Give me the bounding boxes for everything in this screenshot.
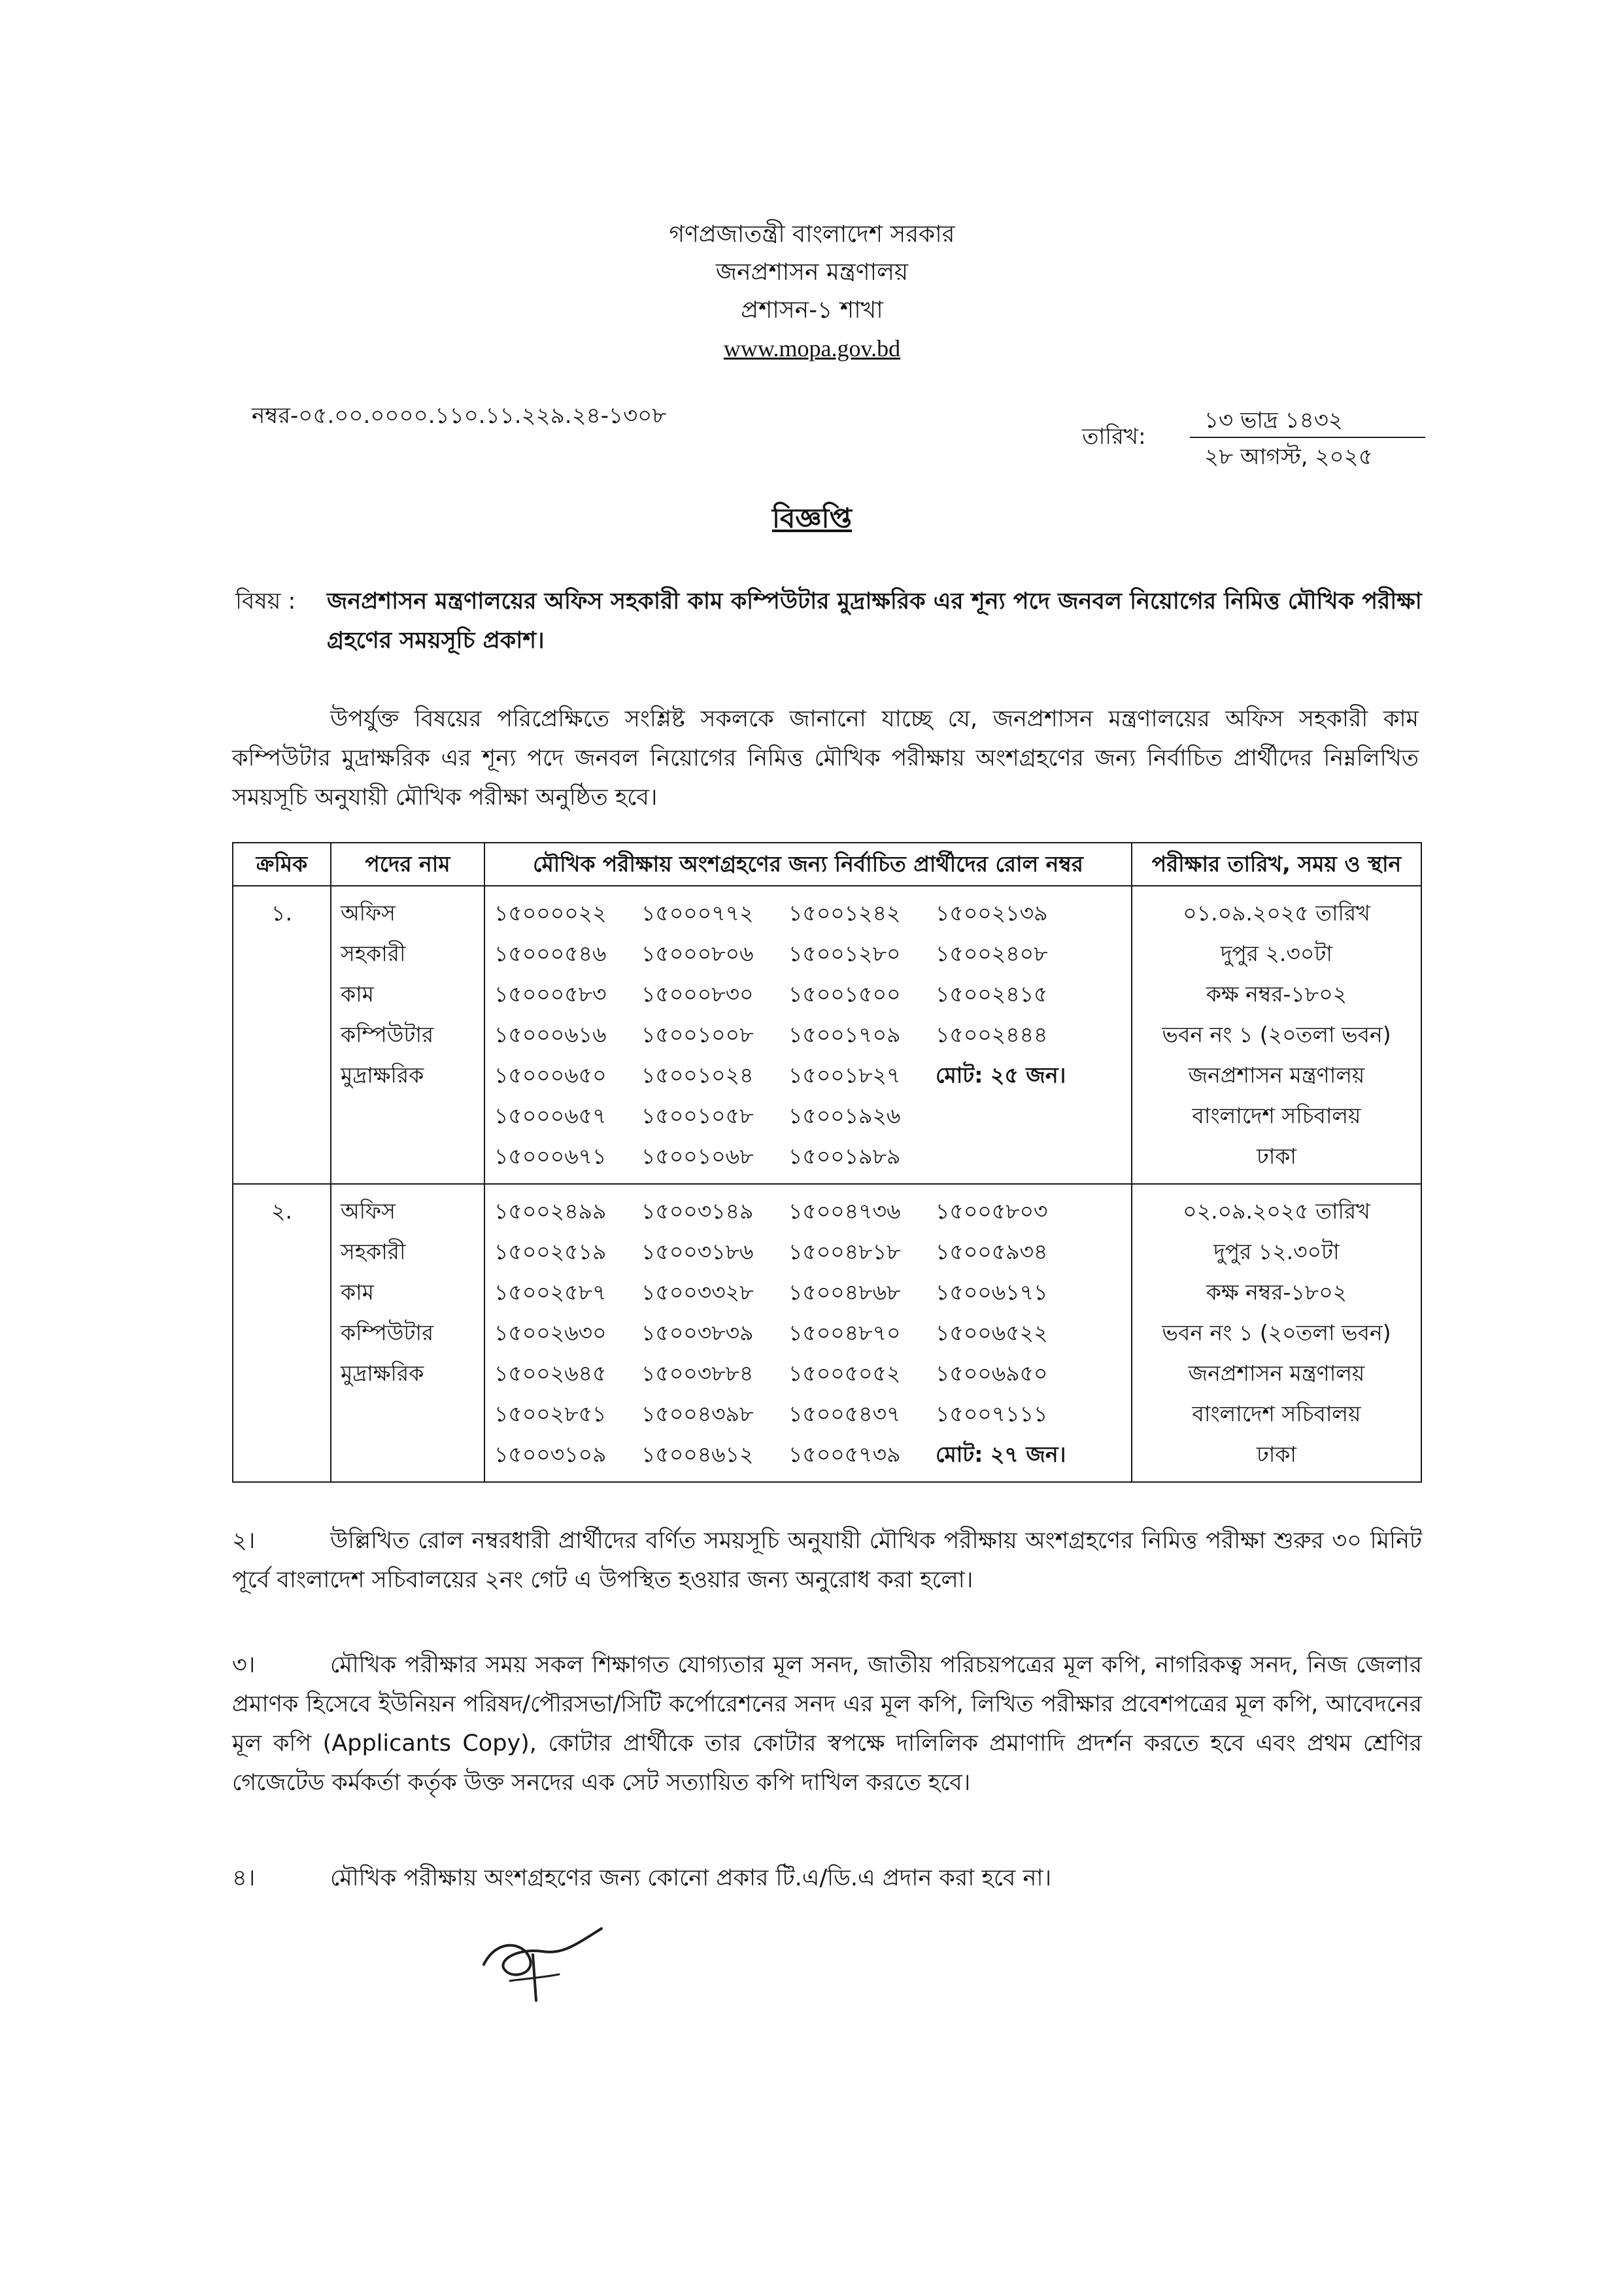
header-ministry: জনপ্রশাসন মন্ত্রণালয়: [715, 259, 909, 286]
roll-number: ১৫০০৩১৪৯: [641, 1198, 754, 1224]
schedule-line: জনপ্রশাসন মন্ত্রণালয়: [1188, 1062, 1365, 1088]
roll-number: ১৫০০১০৫৮: [641, 1103, 754, 1128]
serial-cell: ২.: [233, 1184, 331, 1482]
serial-cell: ১.: [233, 886, 331, 1184]
post-name-cell: [331, 886, 484, 1184]
total-count: মোট: ২৫ জন।: [936, 1062, 1066, 1088]
header-branch: প্রশাসন-১ শাখা: [741, 297, 883, 324]
roll-number: ১৫০০৪৮১৮: [788, 1239, 901, 1264]
date-label: তারিখ:: [1082, 424, 1146, 450]
header-serial: ক্রমিক: [233, 843, 331, 886]
table-row: [233, 1184, 1421, 1482]
date-english: ২৮ আগস্ট, ২০২৫: [1204, 444, 1373, 470]
roll-number: ১৫০০৫৪৩৭: [788, 1401, 901, 1426]
roll-number: ১৫০০০৬৫০: [494, 1062, 607, 1088]
roll-number: ১৫০০১৯৮৯: [788, 1143, 901, 1169]
roll-number: ১৫০০৫৭৩৯: [788, 1442, 901, 1467]
paragraph-number: ৪।: [232, 1865, 256, 1891]
schedule-line: ভবন নং ১ (২০তলা ভবন): [1162, 1022, 1391, 1047]
header-rolls: মৌখিক পরীক্ষায় অংশগ্রহণের জন্য নির্বাচিত প্রার্থীদের রোল নম্বর: [484, 843, 1132, 886]
roll-number: ১৫০০০৫৪৬: [494, 941, 607, 966]
roll-number: ১৫০০৬১৭১: [936, 1279, 1048, 1305]
roll-number: ১৫০০৩৩২৮: [641, 1279, 754, 1305]
total-count: মোট: ২৭ জন।: [936, 1442, 1066, 1467]
post-name-line: অফিস: [341, 900, 396, 926]
paragraph-2: [232, 1521, 1422, 1600]
post-name-line: অফিস: [341, 1198, 396, 1224]
paragraph-number: ২।: [232, 1528, 256, 1554]
roll-number: ১৫০০০৭৭২: [641, 900, 754, 926]
notice-title: বিজ্ঞপ্তি: [771, 502, 853, 534]
header-government: গণপ্রজাতন্ত্রী বাংলাদেশ সরকার: [669, 221, 955, 248]
roll-number: ১৫০০১৫০০: [788, 981, 901, 1007]
schedule-line: দুপুর ২.৩০টা: [1221, 941, 1332, 966]
roll-number: ১৫০০০৮০৬: [641, 941, 754, 966]
roll-number: ১৫০০১০৬৮: [641, 1143, 754, 1169]
roll-number: ১৫০০৪৩৯৮: [641, 1401, 754, 1426]
roll-number: ১৫০০০৬৫৭: [494, 1103, 607, 1128]
roll-number: ১৫০০২৫৮৭: [494, 1279, 607, 1305]
date-bangla: ১৩ ভাদ্র ১৪৩২: [1190, 404, 1425, 438]
signature-mark: [471, 1919, 615, 2004]
schedule-line: জনপ্রশাসন মন্ত্রণালয়: [1188, 1360, 1365, 1386]
schedule-line: বাংলাদেশ সচিবালয়: [1192, 1103, 1361, 1128]
roll-number: ১৫০০১২৪২: [788, 900, 901, 926]
government-header: [0, 216, 1624, 367]
roll-number: ১৫০০২৬৪৫: [494, 1360, 607, 1386]
subject-label: বিষয় :: [235, 588, 296, 615]
roll-number: ১৫০০১০২৪: [641, 1062, 754, 1088]
roll-number: ১৫০০২৪৯৯: [494, 1198, 607, 1224]
roll-number: ১৫০০৩৮৩৯: [641, 1320, 754, 1345]
post-name-line: কম্পিউটার: [341, 1320, 434, 1345]
exam-schedule-cell: [1132, 886, 1421, 1184]
header-website-link[interactable]: www.mopa.gov.bd: [723, 335, 901, 362]
paragraph-3: [232, 1645, 1422, 1802]
schedule-line: ঢাকা: [1257, 1442, 1296, 1467]
schedule-line: ০২.০৯.২০২৫ তারিখ: [1183, 1198, 1370, 1224]
roll-number: ১৫০০০৫৮৩: [494, 981, 607, 1007]
roll-number: ১৫০০০৮৩০: [641, 981, 754, 1007]
paragraph-number: ৩।: [232, 1652, 256, 1678]
intro-paragraph: উপর্যুক্ত বিষয়ের পরিপ্রেক্ষিতে সংশ্লিষ্ট সকলকে জানানো যাচ্ছে যে, জনপ্রশাসন মন্ত্রণালয়ের অফিস সহকারী কাম কম্পিউটার মুদ্রাক্ষরিক এর শূন্য পদে জনবল নিয়োগের নিমিত্ত মৌখিক পরীক্ষায় অংশগ্রহণের জন্য নির্বাচিত প্রার্থীদের নিম্নলিখিত সময়সূচি অনুযায়ী মৌখিক পরীক্ষা অনুষ্ঠিত হবে।: [232, 706, 1419, 811]
roll-number-grid: [494, 893, 1122, 1177]
subject-text: জনপ্রশাসন মন্ত্রণালয়ের অফিস সহকারী কাম কম্পিউটার মুদ্রাক্ষরিক এর শূন্য পদে জনবল নিয়োগের নিমিত্ত মৌখিক পরীক্ষা গ্রহণের সময়সূচি প্রকাশ।: [327, 588, 1422, 654]
schedule-line: বাংলাদেশ সচিবালয়: [1192, 1401, 1361, 1426]
roll-number: ১৫০০১২৮০: [788, 941, 901, 966]
date-block: [1082, 405, 1425, 477]
roll-number: ১৫০০১০০৮: [641, 1022, 754, 1047]
roll-number: ১৫০০৬৯৫০: [936, 1360, 1048, 1386]
roll-number: ১৫০০০০২২: [494, 900, 607, 926]
roll-number: ১৫০০৫০৫২: [788, 1360, 901, 1386]
post-name-line: কাম: [341, 1279, 374, 1305]
roll-number: ১৫০০২১৩৯: [936, 900, 1048, 926]
schedule-line: দুপুর ১২.৩০টা: [1213, 1239, 1340, 1264]
post-name-cell: [331, 1184, 484, 1482]
schedule-line: ভবন নং ১ (২০তলা ভবন): [1162, 1320, 1391, 1345]
header-venue: পরীক্ষার তারিখ, সময় ও স্থান: [1132, 843, 1421, 886]
roll-number: ১৫০০০৬১৬: [494, 1022, 607, 1047]
roll-number: ১৫০০৫৯৩৪: [936, 1239, 1048, 1264]
roll-number: [936, 1096, 1083, 1136]
memo-number: নম্বর-০৫.০০.০০০০.১১০.১১.২২৯.২৪-১৩০৮: [252, 403, 667, 429]
header-post: পদের নাম: [331, 843, 484, 886]
paragraph-4: [232, 1859, 1422, 1898]
schedule-line: কক্ষ নম্বর-১৮০২: [1206, 981, 1347, 1007]
roll-number: ১৫০০০৬৭১: [494, 1143, 607, 1169]
roll-number: ১৫০০৪৬১২: [641, 1442, 754, 1467]
roll-number: ১৫০০৫৮০৩: [936, 1198, 1048, 1224]
schedule-line: ঢাকা: [1257, 1143, 1296, 1169]
roll-number: ১৫০০১৭০৯: [788, 1022, 901, 1047]
roll-number: ১৫০০৩৮৮৪: [641, 1360, 754, 1386]
roll-number: ১৫০০২৪৪৪: [936, 1022, 1048, 1047]
roll-number: ১৫০০৪৮৭০: [788, 1320, 901, 1345]
schedule-line: কক্ষ নম্বর-১৮০২: [1206, 1279, 1347, 1305]
post-name-line: কাম: [341, 981, 374, 1007]
roll-number: ১৫০০৩১৮৬: [641, 1239, 754, 1264]
paragraph-text: মৌখিক পরীক্ষার সময় সকল শিক্ষাগত যোগ্যতার মূল সনদ, জাতীয় পরিচয়পত্রের মূল কপি, নাগরিকত্ব সনদ, নিজ জেলার প্রমাণক হিসেবে ইউনিয়ন পরিষদ/পৌরসভা/সিটি কর্পোরেশনের সনদ এর মূল কপি, লিখিত পরীক্ষার প্রবেশপত্রের মূল কপি, আবেদনের মূল কপি (Applicants Copy), কোটার প্রার্থীকে তার কোটার স্বপক্ষে দালিলিক প্রমাণাদি প্রদর্শন করতে হবে এবং প্রথম শ্রেণির গেজেটেড কর্মকর্তা কর্তৃক উক্ত সনদের এক সেট সত্যায়িত কপি দাখিল করতে হবে।: [232, 1652, 1422, 1796]
roll-number: ১৫০০২৮৫১: [494, 1401, 607, 1426]
table-row: [233, 886, 1421, 1184]
roll-number: ১৫০০৭১১১: [936, 1401, 1048, 1426]
roll-number-grid: [494, 1191, 1122, 1475]
roll-number: ১৫০০২৫১৯: [494, 1239, 607, 1264]
roll-numbers-cell: [484, 886, 1132, 1184]
roll-number: ১৫০০৪৭৩৬: [788, 1198, 901, 1224]
roll-number: ১৫০০১৯২৬: [788, 1103, 901, 1128]
schedule-table: [232, 842, 1422, 1483]
schedule-line: ০১.০৯.২০২৫ তারিখ: [1183, 900, 1370, 926]
paragraph-text: উল্লিখিত রোল নম্বরধারী প্রার্থীদের বর্ণিত সময়সূচি অনুযায়ী মৌখিক পরীক্ষায় অংশগ্রহণের নিমিত্ত পরীক্ষা শুরুর ৩০ মিনিট পূর্বে বাংলাদেশ সচিবালয়ের ২নং গেট এ উপস্থিত হওয়ার জন্য অনুরোধ করা হলো।: [232, 1528, 1422, 1593]
roll-number: ১৫০০২৪১৫: [936, 981, 1048, 1007]
post-name-line: কম্পিউটার: [341, 1022, 434, 1047]
roll-number: ১৫০০৬৫২২: [936, 1320, 1048, 1345]
roll-number: [936, 1136, 1083, 1177]
post-name-line: মুদ্রাক্ষরিক: [341, 1062, 424, 1088]
roll-number: ১৫০০১৮২৭: [788, 1062, 901, 1088]
table-header-row: [233, 843, 1421, 886]
roll-number: ১৫০০২৪০৮: [936, 941, 1048, 966]
roll-numbers-cell: [484, 1184, 1132, 1482]
exam-schedule-cell: [1132, 1184, 1421, 1482]
roll-number: ১৫০০২৬৩০: [494, 1320, 607, 1345]
post-name-line: সহকারী: [341, 941, 406, 966]
post-name-line: সহকারী: [341, 1239, 406, 1264]
roll-number: ১৫০০৪৮৬৮: [788, 1279, 901, 1305]
roll-number: ১৫০০৩১০৯: [494, 1442, 607, 1467]
paragraph-text: মৌখিক পরীক্ষায় অংশগ্রহণের জন্য কোনো প্রকার টি.এ/ডি.এ প্রদান করা হবে না।: [330, 1865, 1052, 1891]
post-name-line: মুদ্রাক্ষরিক: [341, 1360, 424, 1386]
